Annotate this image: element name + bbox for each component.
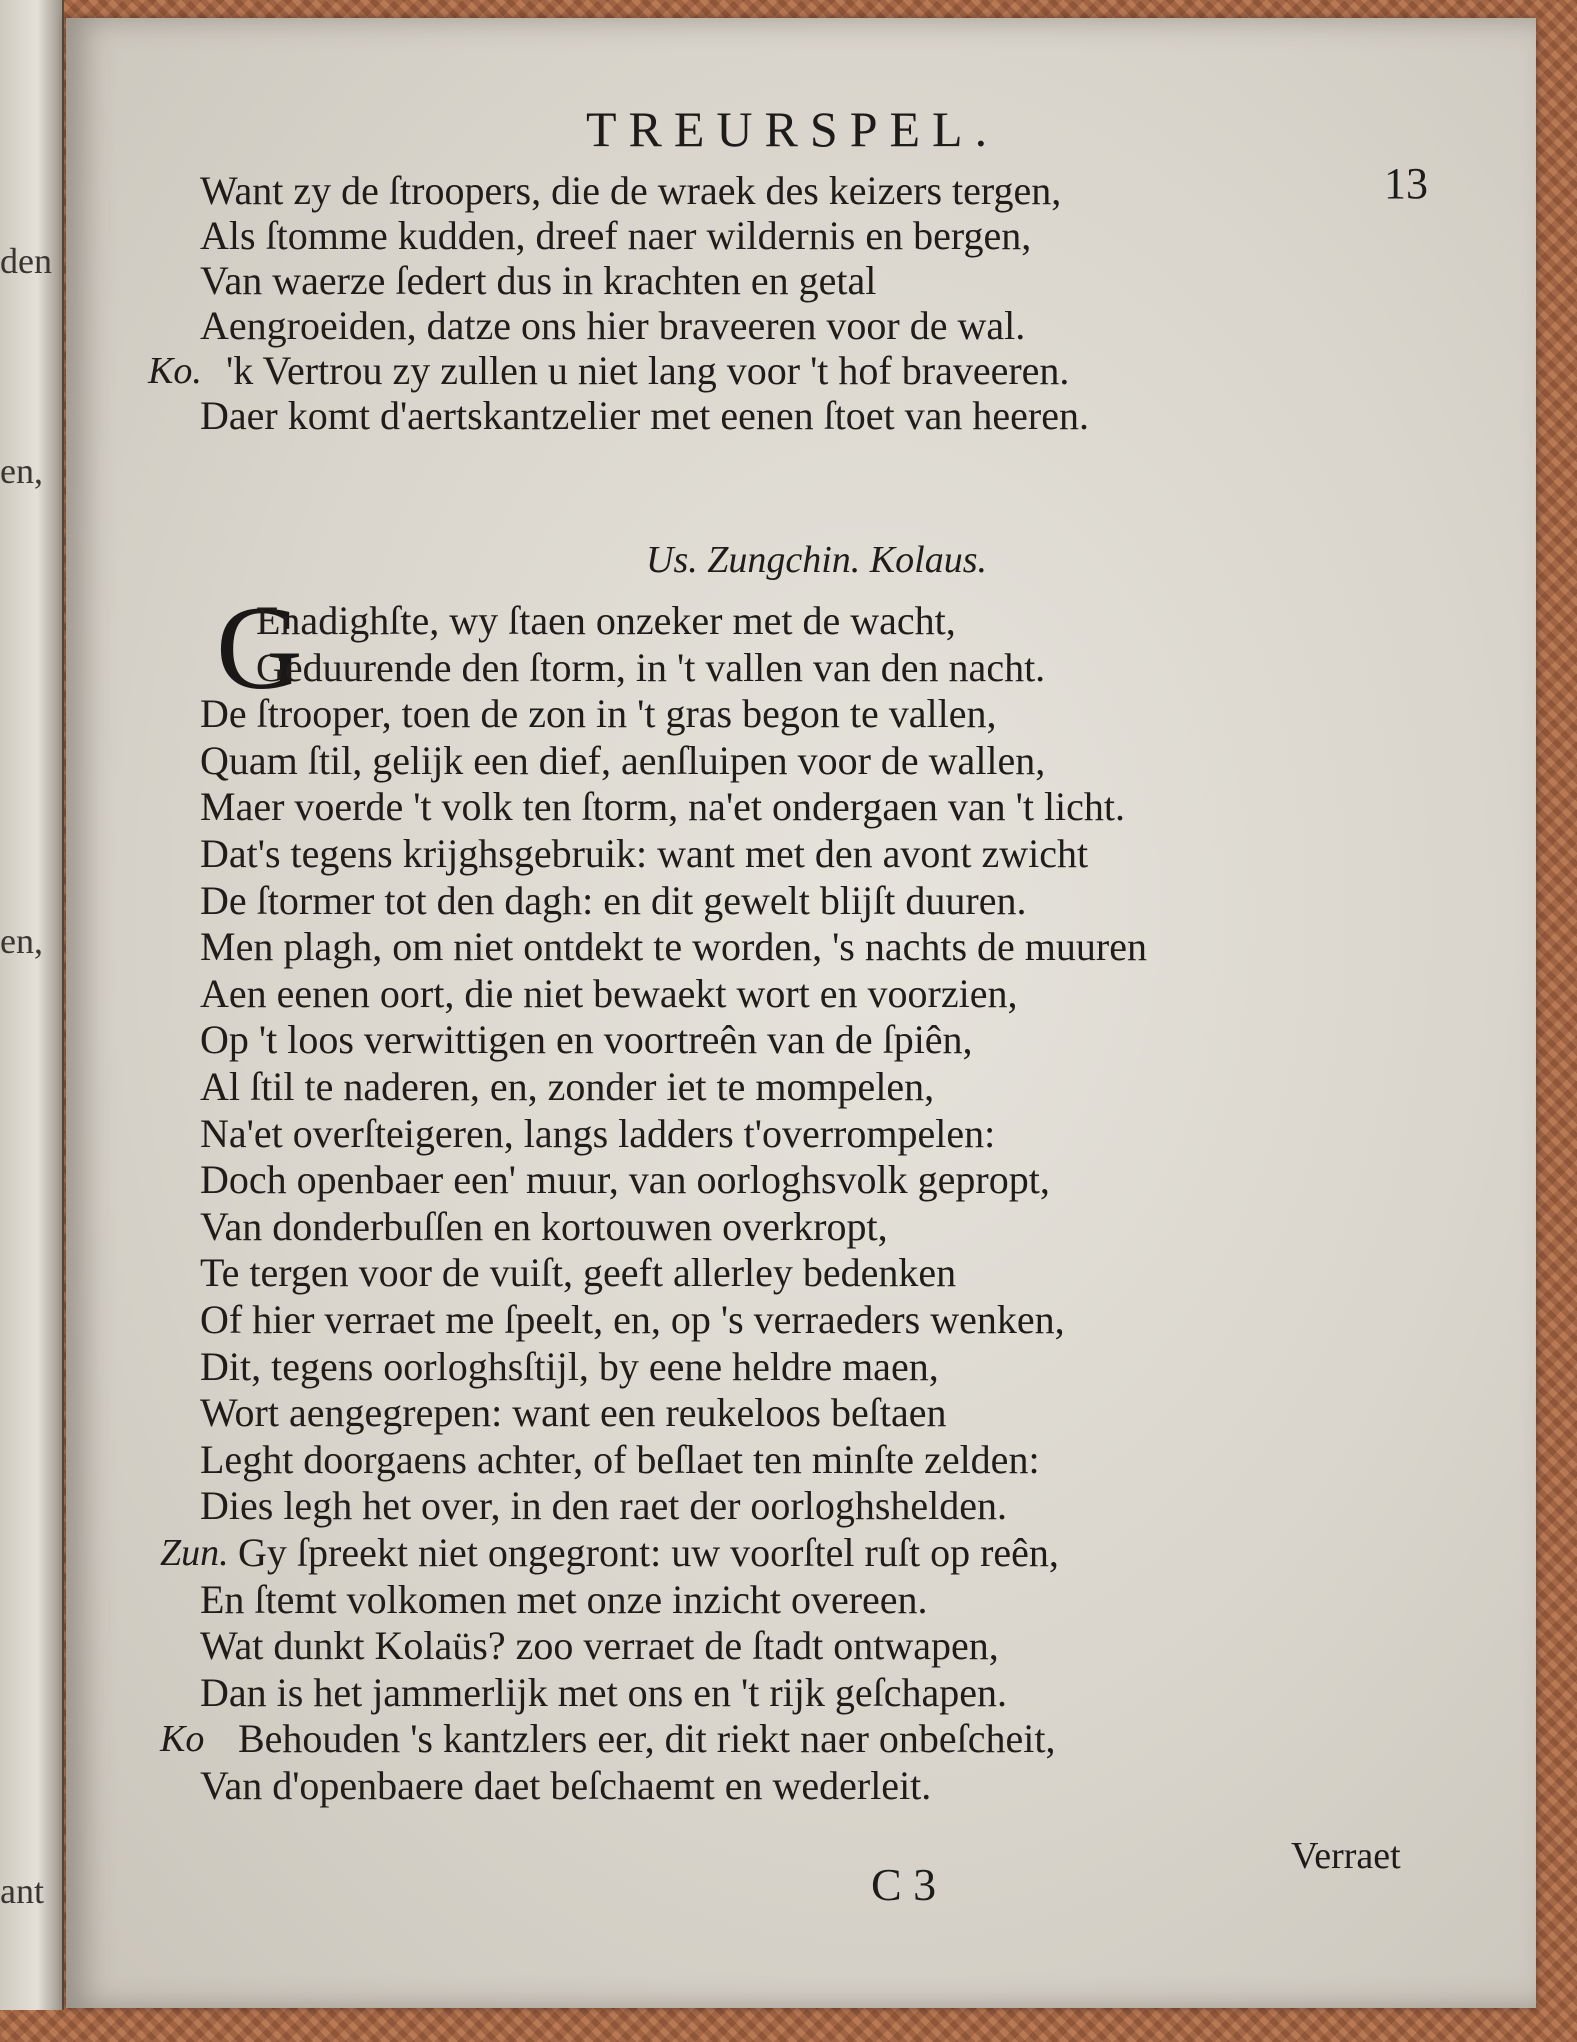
speaker-label: Ko — [160, 1718, 205, 1761]
catchword: Verraet — [1291, 1835, 1401, 1877]
verse-line: De ſtormer tot den dagh: en dit gewelt blijſt duuren. — [200, 877, 1027, 923]
verse-line: Op 't loos verwittigen en voortreên van de ſpiên, — [200, 1017, 973, 1063]
verse-line: Enadighſte, wy ſtaen onzeker met de wacht, — [256, 598, 956, 643]
speaker-label: Ko. — [148, 350, 202, 392]
verse-line: Quam ſtil, gelijk een dief, aenſluipen voor de wallen, — [200, 737, 1046, 783]
verse-line: Doch openbaer een' muur, van oorloghsvolk gepropt, — [200, 1157, 1050, 1203]
verse-line: Want zy de ſtroopers, die de wraek des keizers tergen, — [200, 168, 1062, 213]
verse-line: Als ſtomme kudden, dreef naer wildernis en bergen, — [200, 213, 1032, 258]
verse-line: Behouden 's kantzlers eer, dit riekt naer onbeſcheit, — [238, 1716, 1056, 1762]
scene-heading: Us. Zungchin. Kolaus. — [646, 539, 987, 581]
verse-line: Gy ſpreekt niet ongegront: uw voorſtel ruſt op reên, — [238, 1530, 1059, 1575]
verse-line: Al ſtil te naderen, en, zonder iet te mompelen, — [200, 1064, 935, 1109]
verse-line: Na'et overſteigeren, langs ladders t'overrompelen: — [200, 1110, 996, 1156]
left-page-fragment: den — [0, 241, 52, 281]
verse-line: Te tergen voor de vuiſt, geeft allerley bedenken — [200, 1250, 957, 1296]
verse-line: Van d'openbaere daet beſchaemt en wederleit. — [200, 1763, 932, 1808]
left-page-fragment: en, — [0, 921, 43, 961]
page-number: 13 — [1384, 159, 1428, 208]
drop-cap: G — [216, 581, 303, 714]
verse-line: Aengroeiden, datze ons hier braveeren voor de wal. — [200, 303, 1026, 348]
left-page-fragment: en, — [0, 451, 43, 491]
verse-line: Maer voerde 't volk ten ſtorm, na'et ondergaen van 't licht. — [200, 784, 1126, 830]
verse-line: Van donderbuſſen en kortouwen overkropt, — [200, 1203, 888, 1249]
verse-line: Geduurende den ſtorm, in 't vallen van den nacht. — [256, 644, 1046, 690]
verse-line: Dat's tegens krijghsgebruik: want met den avont zwicht — [200, 831, 1089, 876]
verse-line: 'k Vertrou zy zullen u niet lang voor 't hof braveeren. — [226, 348, 1070, 393]
left-page-fragment: ant — [0, 1871, 44, 1911]
verse-line: Van waerze ſedert dus in krachten en getal — [200, 258, 877, 303]
verse-line: Dan is het jammerlijk met ons en 't rijk geſchapen. — [200, 1669, 1007, 1715]
verse-line: De ſtrooper, toen de zon in 't gras begon te vallen, — [200, 691, 997, 737]
speaker-label: Zun. — [160, 1532, 229, 1574]
verse-line: Of hier verraet me ſpeelt, en, op 's verraeders wenken, — [200, 1297, 1065, 1342]
verse-line: Men plagh, om niet ontdekt te worden, 's nachts de muuren — [200, 924, 1147, 970]
signature-mark: C 3 — [871, 1859, 937, 1910]
verse-line: Dies legh het over, in den raet der oorloghshelden. — [200, 1483, 1008, 1529]
book-page — [66, 18, 1536, 2008]
verse-line: Aen eenen oort, die niet bewaekt wort en voorzien, — [200, 970, 1018, 1016]
verse-line: Daer komt d'aertskantzelier met eenen ſtoet van heeren. — [200, 393, 1090, 438]
verse-line: Dit, tegens oorloghsſtijl, by eene heldre maen, — [200, 1343, 939, 1389]
verse-line: En ſtemt volkomen met onze inzicht overeen. — [200, 1576, 928, 1622]
verse-line: Wat dunkt Kolaüs? zoo verraet de ſtadt ontwapen, — [200, 1623, 999, 1669]
verse-line: Leght doorgaens achter, of beſlaet ten minſte zelden: — [200, 1436, 1040, 1482]
verse-line: Wort aengegrepen: want een reukeloos beſtaen — [200, 1390, 947, 1436]
left-facing-page — [0, 0, 64, 2010]
running-head: TREURSPEL. — [586, 101, 1000, 157]
